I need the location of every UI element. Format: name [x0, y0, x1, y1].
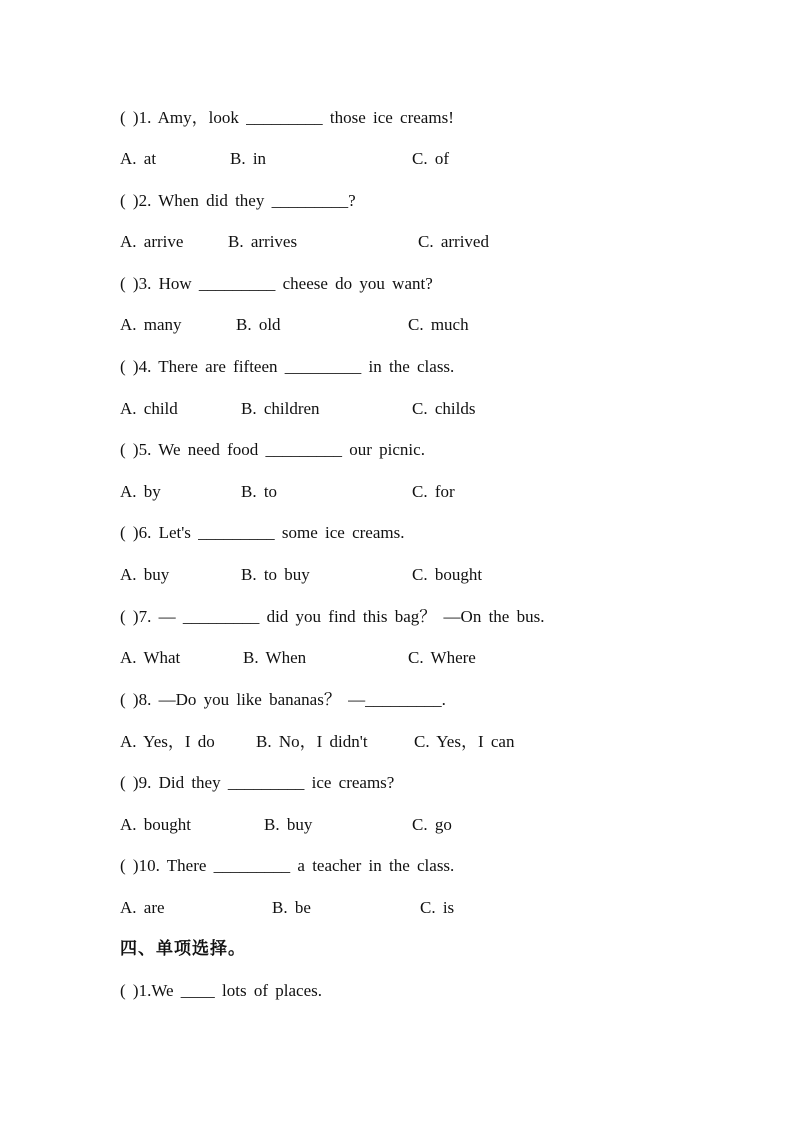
- option-b: B. be: [272, 898, 311, 917]
- option-b: B. to buy: [241, 565, 310, 584]
- option-b: B. to: [241, 482, 278, 501]
- option-a: A. many: [120, 315, 182, 334]
- option-c: C. of: [412, 149, 449, 168]
- option-c: C. much: [408, 315, 469, 334]
- option-c: C. Where: [408, 648, 476, 667]
- option-a: A. are: [120, 898, 165, 917]
- question-3-stem: ( )3. How _________ cheese do you want?: [120, 274, 433, 293]
- option-c: C. go: [412, 815, 452, 834]
- option-a: A. at: [120, 149, 157, 168]
- option-b: B. No，I didn't: [256, 732, 368, 751]
- option-b: B. arrives: [228, 232, 298, 251]
- option-a: A. by: [120, 482, 161, 501]
- section-4-title: 四、单项选择。: [120, 939, 246, 959]
- question-7-stem: ( )7. — _________ did you find this bag？ —On the bus.: [120, 607, 545, 626]
- question-6-stem: ( )6. Let's _________ some ice creams.: [120, 523, 405, 542]
- option-c: C. arrived: [418, 232, 489, 251]
- option-a: A. arrive: [120, 232, 184, 251]
- option-c: C. childs: [412, 399, 476, 418]
- option-a: A. Yes，I do: [120, 732, 215, 751]
- section-4-question-1-stem: ( )1.We ____ lots of places.: [120, 981, 322, 1000]
- option-b: B. old: [236, 315, 281, 334]
- question-9-stem: ( )9. Did they _________ ice creams?: [120, 773, 395, 792]
- question-5-stem: ( )5. We need food _________ our picnic.: [120, 440, 425, 459]
- option-a: A. buy: [120, 565, 170, 584]
- option-b: B. When: [243, 648, 307, 667]
- option-a: A. child: [120, 399, 178, 418]
- option-a: A. bought: [120, 815, 191, 834]
- option-b: B. in: [230, 149, 267, 168]
- question-4-stem: ( )4. There are fifteen _________ in the class.: [120, 357, 455, 376]
- option-b: B. buy: [264, 815, 313, 834]
- question-8-stem: ( )8. —Do you like bananas？ —_________.: [120, 690, 446, 709]
- question-1-stem: ( )1. Amy，look _________ those ice creams!: [120, 108, 454, 127]
- option-a: A. What: [120, 648, 181, 667]
- question-10-stem: ( )10. There _________ a teacher in the class.: [120, 856, 455, 875]
- option-c: C. for: [412, 482, 455, 501]
- option-c: C. bought: [412, 565, 483, 584]
- option-c: C. is: [420, 898, 455, 917]
- option-c: C. Yes，I can: [414, 732, 515, 751]
- question-2-stem: ( )2. When did they _________?: [120, 191, 356, 210]
- option-b: B. children: [241, 399, 320, 418]
